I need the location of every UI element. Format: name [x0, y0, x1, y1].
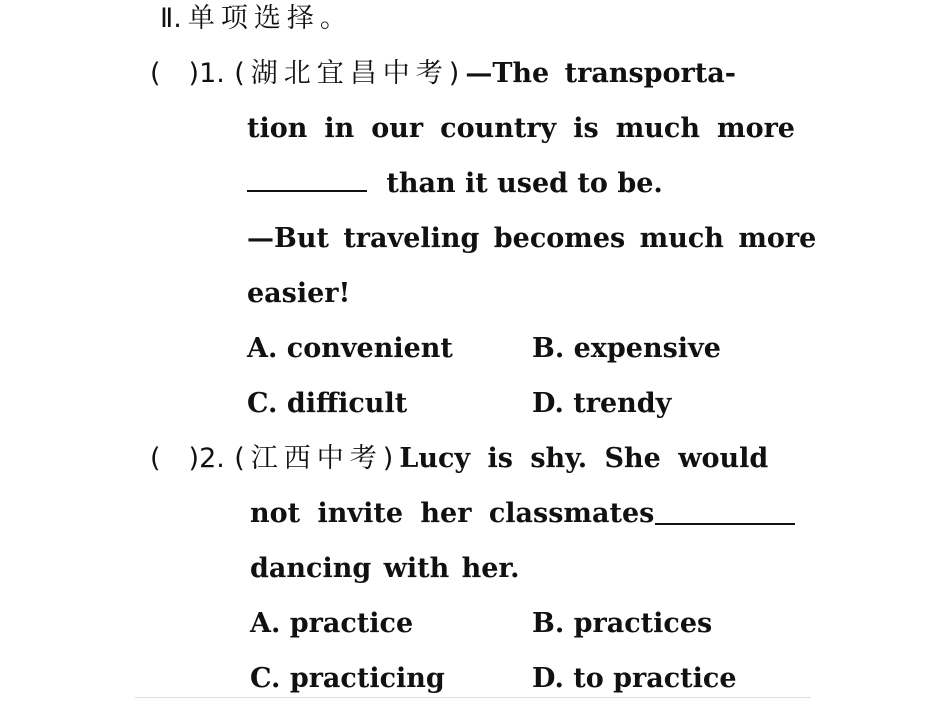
question-1-line-5	[247, 277, 350, 311]
question-1-word: country	[440, 113, 557, 144]
answer-paren-open-2: (	[150, 443, 161, 474]
question-1-stem-5: easier!	[247, 278, 351, 309]
question-2-line-2	[250, 497, 795, 531]
question-1-line-4	[247, 222, 817, 256]
question-1-stem-4: —But traveling becomes much more	[247, 223, 817, 254]
question-1-number: )1.	[188, 58, 225, 89]
question-2-stem-2: not invite her classmates	[250, 498, 655, 529]
question-2-stem-1: Lucy is shy. She would	[399, 443, 769, 474]
question-1-stem-1: —The transporta-	[465, 58, 736, 89]
section-heading	[160, 2, 353, 36]
question-1-word: tion	[247, 113, 308, 144]
question-1-word: more	[717, 113, 795, 144]
question-2-stem-3: dancing with her.	[250, 553, 520, 584]
question-1-option-c[interactable]: C. difficult	[247, 388, 408, 419]
question-1-word: in	[324, 113, 355, 144]
bottom-divider	[135, 697, 811, 698]
question-1-word: is	[573, 113, 599, 144]
question-2-option-d[interactable]: D. to practice	[532, 663, 737, 694]
answer-paren-open-1: (	[150, 58, 161, 89]
question-1-source: (湖北宜昌中考)	[234, 58, 466, 89]
section-numeral: Ⅱ	[160, 3, 174, 34]
question-1-word: our	[371, 113, 424, 144]
question-1-option-b[interactable]: B. expensive	[532, 333, 721, 364]
question-1-word: much	[615, 113, 700, 144]
question-1-option-d[interactable]: D. trendy	[532, 388, 672, 419]
fill-in-blank-1[interactable]	[247, 168, 367, 192]
question-2-number: )2.	[188, 443, 225, 474]
section-title: .单项选择。	[173, 3, 353, 34]
question-1-line-3	[247, 167, 663, 201]
question-1-option-a[interactable]: A. convenient	[247, 333, 453, 364]
question-2-line-3	[250, 552, 520, 586]
question-2-line-1	[150, 442, 796, 476]
question-2-option-a[interactable]: A. practice	[250, 608, 414, 639]
question-2-source: (江西中考)	[234, 443, 400, 474]
question-1-line-1	[150, 57, 796, 91]
question-2-option-c[interactable]: C. practicing	[250, 663, 445, 694]
question-2-option-b[interactable]: B. practices	[532, 608, 713, 639]
fill-in-blank-2[interactable]	[655, 501, 795, 525]
question-1-stem-3: than it used to be.	[386, 168, 663, 199]
question-1-line-2	[247, 112, 795, 146]
